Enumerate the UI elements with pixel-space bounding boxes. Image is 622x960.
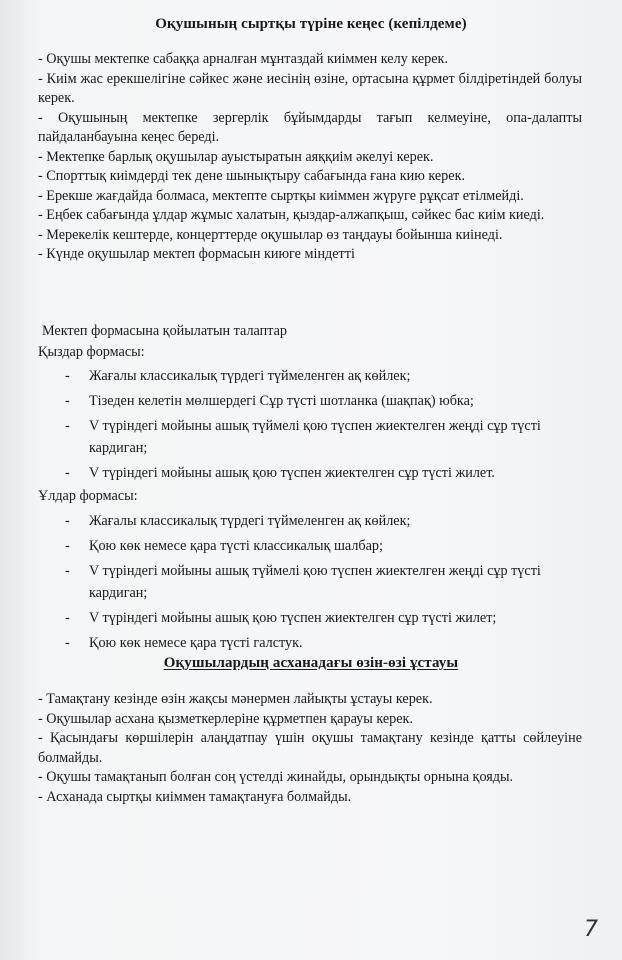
section1-body xyxy=(38,50,582,265)
list-item xyxy=(38,390,582,412)
dash-marker: - xyxy=(65,368,70,384)
page-number: 7 xyxy=(584,917,598,942)
dash-marker: - xyxy=(65,418,70,434)
list-item-text: Қою көк немесе қара түсті классикалық шалбар; xyxy=(89,537,383,554)
uniform-requirements xyxy=(38,322,582,657)
rule-line: - Еңбек сабағында ұлдар жұмыс халатын, қыздар-алжапқыш, сәйкес бас киім киеді. xyxy=(38,207,545,223)
dash-marker: - xyxy=(65,634,70,651)
list-item-text: Жағалы классикалық түрдегі түймеленген ақ көйлек; xyxy=(89,368,411,384)
rule-line: - Тамақтану кезінде өзін жақсы мәнермен лайықты ұстауы керек. xyxy=(38,691,433,707)
section2-title: Оқушылардың асханадағы өзін-өзі ұстауы xyxy=(163,655,459,671)
list-item xyxy=(38,462,582,484)
dash-marker: - xyxy=(65,537,70,554)
rule-line: - Оқушының мектепке зергерлік бұйымдарды тағып келмеуіне, опа-далапты пайдаланбауына кеңес береді. xyxy=(38,109,582,145)
list-item xyxy=(38,415,582,459)
dash-marker: - xyxy=(65,393,70,409)
dash-marker: - xyxy=(65,465,70,481)
list-item xyxy=(38,632,582,654)
rule-line: - Мектепке барлық оқушылар ауыстыратын аяққиім әкелуі керек. xyxy=(38,148,434,165)
girls-uniform-label: Қыздар формасы: xyxy=(38,343,145,360)
rule-line: - Асханада сыртқы киіммен тамақтануға болмайды. xyxy=(38,788,352,805)
rule-line: - Оқушы тамақтанып болған соң үстелді жинайды, орындықты орнына қояды. xyxy=(38,769,514,785)
boys-uniform-label: Ұлдар формасы: xyxy=(38,488,138,504)
list-item xyxy=(38,535,582,557)
list-item-text: V түріндегі мойыны ашық түймелі қою түспен жиектелген жеңді сұр түсті кардиган; xyxy=(89,562,541,601)
rule-line: - Спорттық киімдерді тек дене шынықтыру сабағында ғана кию керек. xyxy=(38,168,466,184)
list-item xyxy=(38,607,582,629)
girls-uniform xyxy=(38,343,582,485)
dash-marker: - xyxy=(65,512,70,529)
dash-marker: - xyxy=(65,562,70,579)
rule-line: - Қасындағы көршілерін алаңдатпау үшін оқушы тамақтану кезінде қатты сөйлеуіне болмайды. xyxy=(38,730,582,766)
uniform-heading: Мектеп формасына қойылатын талаптар xyxy=(42,323,288,339)
rule-line: - Ерекше жағдайда болмаса, мектепте сыртқы киіммен жүруге рұқсат етілмейді. xyxy=(38,187,524,204)
rule-line: - Күнде оқушылар мектеп формасын киюге міндетті xyxy=(38,246,355,262)
section2-body xyxy=(38,690,582,807)
rule-line: - Оқушылар асхана қызметкерлеріне құрметпен қарауы керек. xyxy=(38,710,413,727)
section1-title: Оқушының сыртқы түріне кеңес (кепілдеме) xyxy=(155,16,467,32)
rule-line: - Мерекелік кештерде, концерттерде оқушылар өз таңдауы бойынша киінеді. xyxy=(38,226,503,243)
list-item xyxy=(38,510,582,532)
list-item-text: Тізеден келетін мөлшердегі Сұр түсті шотланка (шақпақ) юбка; xyxy=(89,393,474,409)
list-item-text: V түріндегі мойыны ашық қою түспен жиектелген сұр түсті жилет; xyxy=(89,609,497,626)
rule-line: - Киім жас ерекшелігіне сәйкес және иесінің өзіне, ортасына құрмет білдіретіндей болуы керек. xyxy=(38,70,582,106)
list-item xyxy=(38,560,582,604)
list-item xyxy=(38,365,582,387)
list-item-text: Қою көк немесе қара түсті галстук. xyxy=(89,634,303,651)
dash-marker: - xyxy=(65,609,70,626)
boys-uniform xyxy=(38,487,582,654)
list-item-text: Жағалы классикалық түрдегі түймеленген ақ көйлек; xyxy=(89,512,411,529)
list-item-text: V түріндегі мойыны ашық қою түспен жиектелген сұр түсті жилет. xyxy=(89,465,495,481)
rule-line: - Оқушы мектепке сабаққа арналған мұнтаздай киіммен келу керек. xyxy=(38,51,448,67)
list-item-text: V түріндегі мойыны ашық түймелі қою түспен жиектелген жеңді сұр түсті кардиган; xyxy=(89,418,541,456)
